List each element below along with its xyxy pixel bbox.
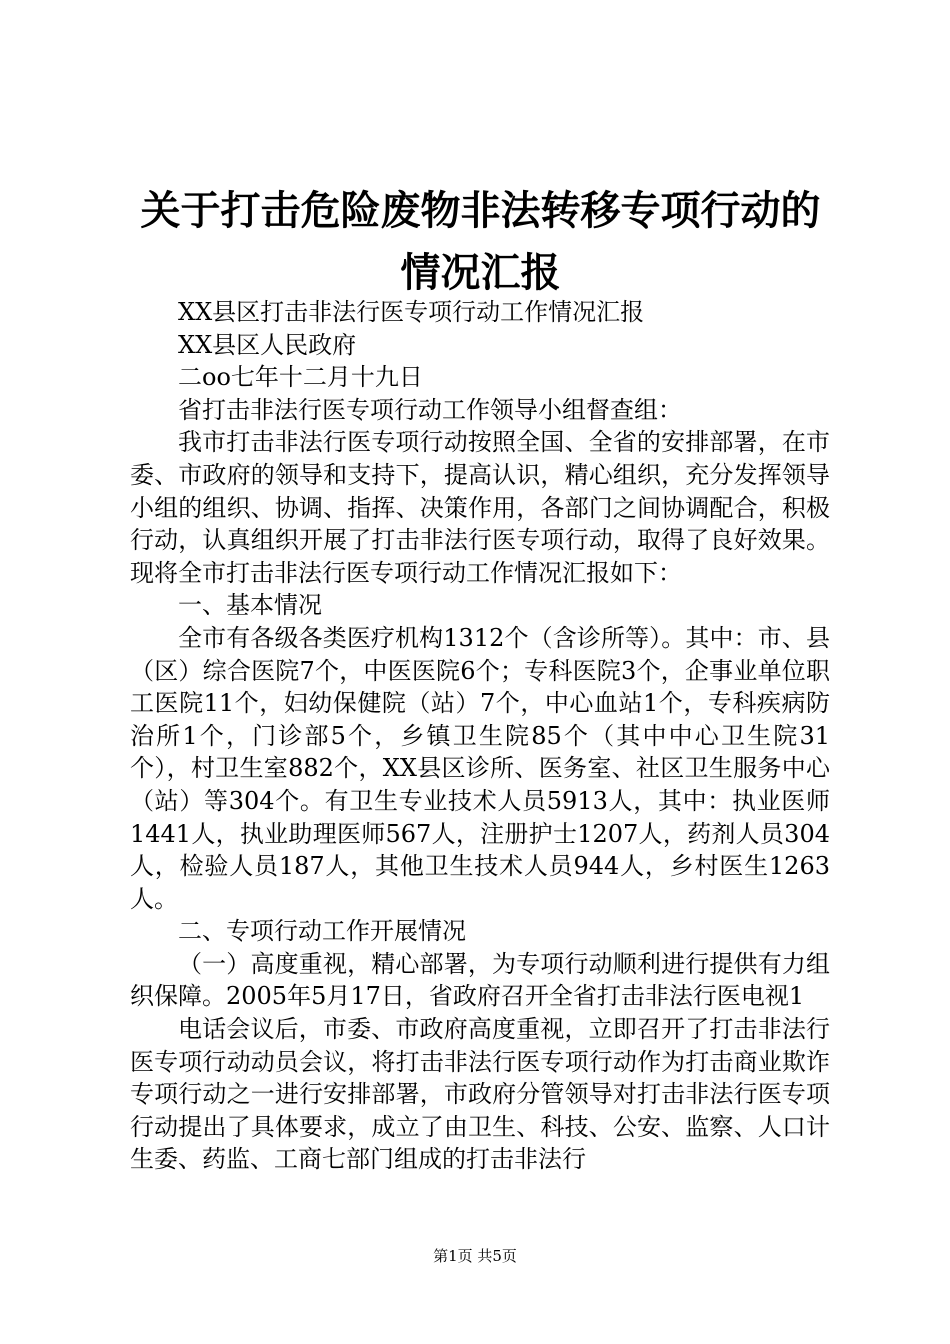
- subsection-paragraph: （一）高度重视，精心部署，为专项行动顺利进行提供有力组织保障。2005年5月17日，省政府召开全省打击非法行医电视1: [130, 949, 830, 1011]
- document-body: [130, 296, 830, 1176]
- date-line: 二oo七年十二月十九日: [178, 363, 423, 392]
- intro-paragraph: 我市打击非法行医专项行动按照全国、全省的安排部署，在市委、市政府的领导和支持下，提高认识，精心组织，充分发挥领导小组的组织、协调、指挥、决策作用，各部门之间协调配合，积极行动，认真组织开展了打击非法行医专项行动，取得了良好效果。现将全市打击非法行医专项行动工作情况汇报如下：: [130, 428, 830, 587]
- section-heading-1: 一、基本情况: [178, 591, 322, 620]
- page-number-footer: 第1页 共5页: [433, 1247, 517, 1265]
- basic-info-paragraph: 全市有各级各类医疗机构1312个（含诊所等）。其中：市、县（区）综合医院7个，中医医院6个；专科医院3个，企事业单位职工医院11个，妇幼保健院（站）7个，中心血站1个，专科疾病防治所1个，门诊部5个，乡镇卫生院85个（其中中心卫生院31个），村卫生室882个，XX县区诊所、医务室、社区卫生服务中心（站）等304个。有卫生专业技术人员5913人，其中：执业医师1441人，执业助理医师567人，注册护士1207人，药剂人员304人，检验人员187人，其他卫生技术人员944人，乡村医生1263人。: [130, 623, 830, 913]
- addressee-line: 省打击非法行医专项行动工作领导小组督查组：: [178, 395, 682, 424]
- section-heading-2: 二、专项行动工作开展情况: [178, 917, 466, 946]
- continuation-paragraph: 电话会议后，市委、市政府高度重视，立即召开了打击非法行医专项行动动员会议，将打击非法行医专项行动作为打击商业欺诈专项行动之一进行安排部署，市政府分管领导对打击非法行医专项行动提出了具体要求，成立了由卫生、科技、公安、监察、人口计生委、药监、工商七部门组成的打击非法行: [130, 1015, 830, 1174]
- issuer-line: XX县区人民政府: [178, 330, 357, 359]
- report-subtitle: XX县区打击非法行医专项行动工作情况汇报: [178, 298, 645, 326]
- document-title: 关于打击危险废物非法转移专项行动的情况汇报: [140, 187, 821, 296]
